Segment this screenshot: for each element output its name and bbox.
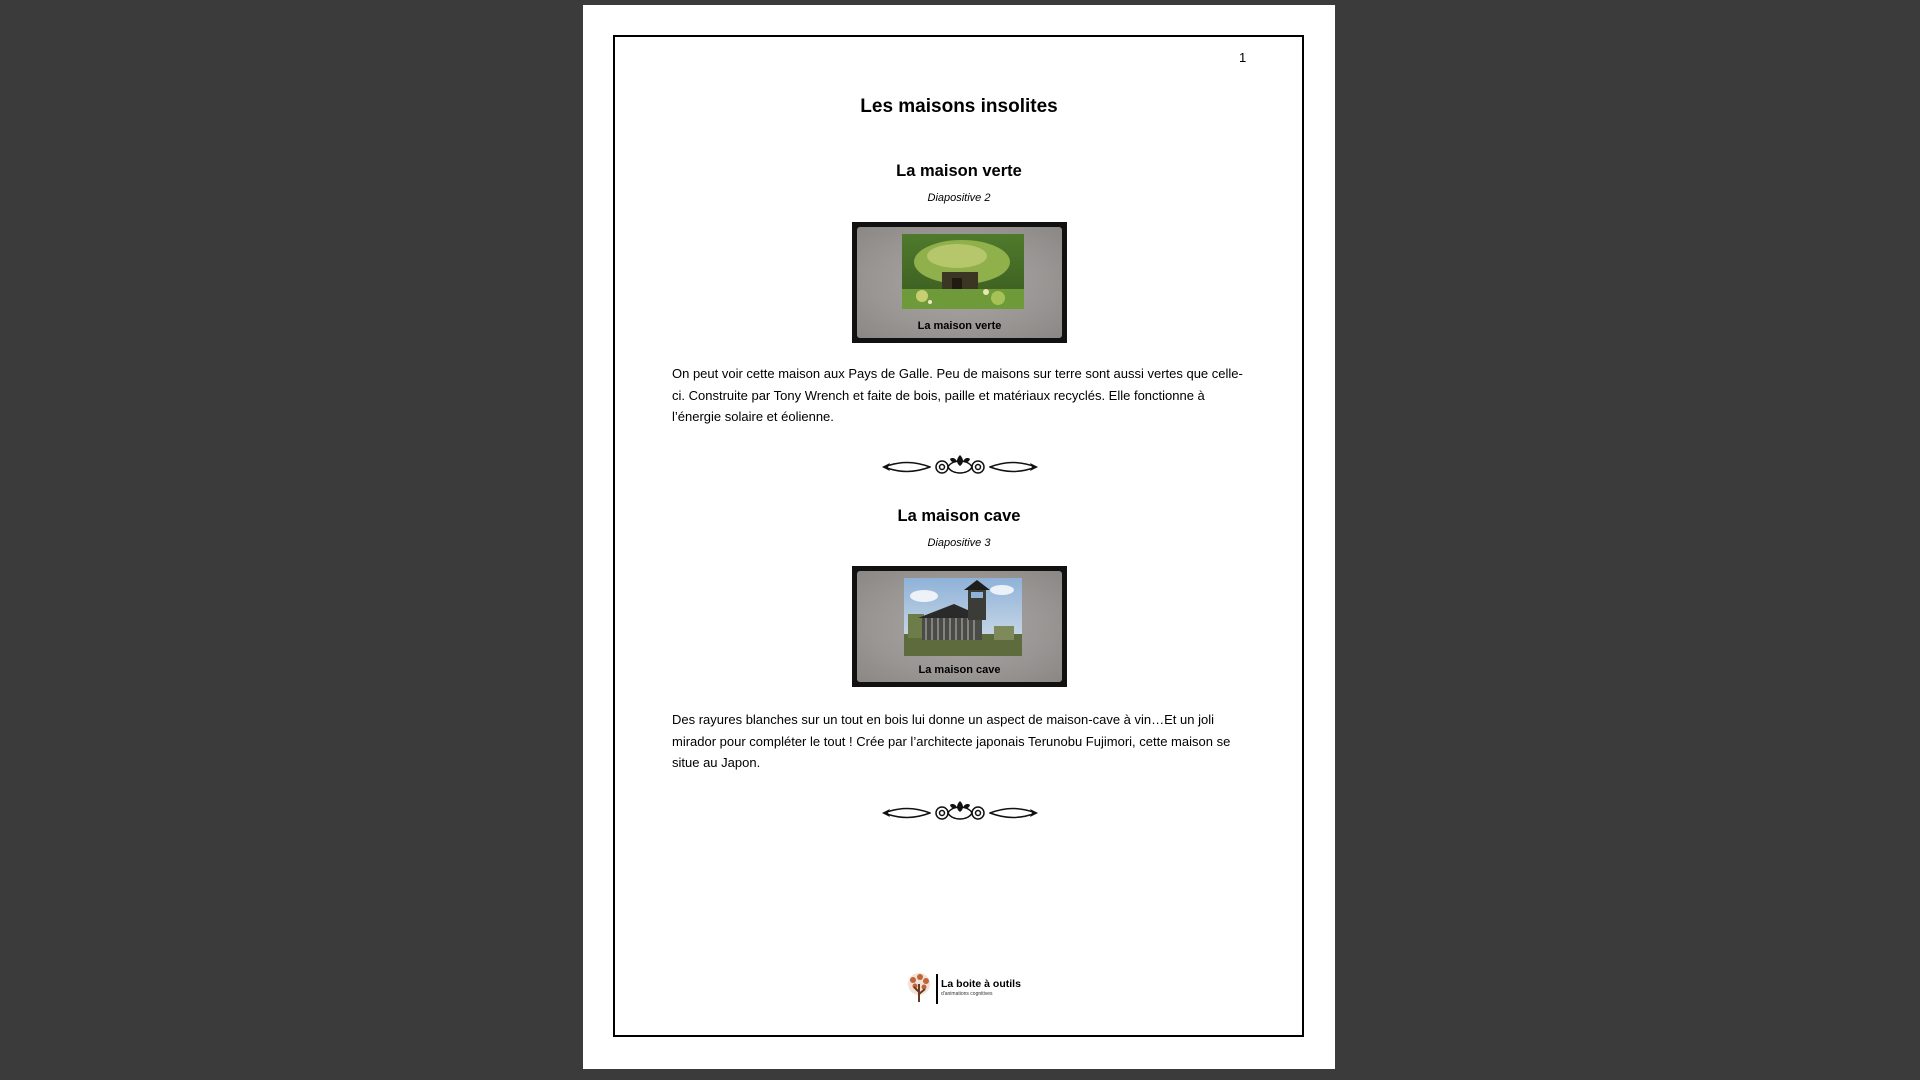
section-title-maison-cave: La maison cave	[897, 507, 1021, 525]
tree-logo-icon	[903, 972, 935, 1006]
slide-frame	[857, 227, 1062, 338]
logo-title: La boite à outils	[941, 978, 1021, 990]
slide-caption: La maison verte	[917, 320, 1002, 332]
slide-caption: La maison cave	[918, 664, 1001, 676]
document-title: Les maisons insolites	[860, 96, 1058, 117]
slide-frame	[857, 571, 1062, 682]
green-house-photo	[902, 234, 1024, 309]
section-title-maison-verte: La maison verte	[896, 162, 1022, 180]
ornamental-divider-icon	[880, 799, 1040, 827]
slide-thumbnail-maison-cave	[852, 566, 1067, 687]
slide-thumbnail-maison-verte	[852, 222, 1067, 343]
document-page	[583, 5, 1335, 1069]
page-number: 1	[1239, 50, 1247, 65]
logo-subtitle: d'animations cognitives	[941, 991, 993, 997]
ornamental-divider-icon	[880, 453, 1040, 481]
cave-house-photo	[904, 578, 1022, 656]
paragraph-maison-verte: On peut voir cette maison aux Pays de Galle. Peu de maisons sur terre sont aussi vertes que celle-ci. Construite par Tony Wrench et faite de bois, paille et matériaux recyclés. Elle fonctionne à l’énergie solaire et éolienne.	[672, 366, 1243, 424]
logo-divider	[936, 974, 938, 1004]
paragraph-maison-cave: Des rayures blanches sur un tout en bois lui donne un aspect de maison-cave à vin…Et un joli mirador pour compléter le tout ! Crée par l’architecte japonais Terunobu Fujimori, cette maison se situe au Japon.	[672, 712, 1231, 770]
footer-logo	[903, 970, 1023, 1006]
section-subtitle-diapositive-2: Diapositive 2	[927, 192, 991, 204]
section-subtitle-diapositive-3: Diapositive 3	[927, 537, 991, 549]
page-border	[613, 35, 1304, 1037]
